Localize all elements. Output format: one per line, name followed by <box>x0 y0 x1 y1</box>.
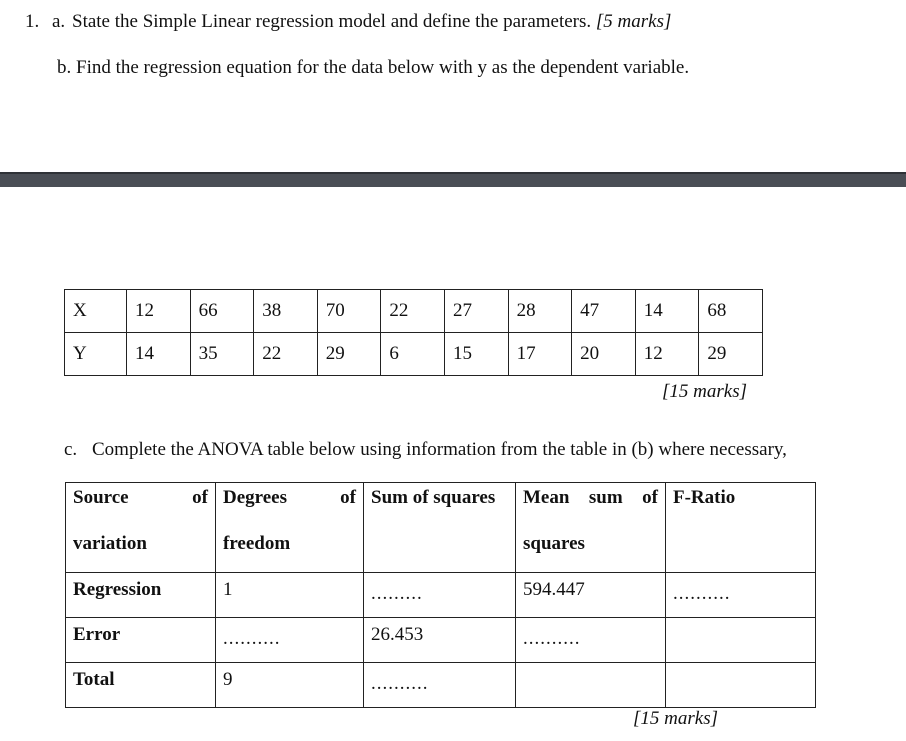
x-value: 66 <box>190 290 254 333</box>
marks-c: [15 marks] <box>633 708 718 729</box>
source-cell: Error <box>66 618 216 663</box>
anova-table <box>65 482 816 708</box>
header-source-of: of <box>192 487 208 508</box>
y-value: 29 <box>317 333 381 376</box>
ss-blank: ......... <box>371 583 423 604</box>
header-freedom: freedom <box>223 533 291 554</box>
header-sum-of-squares: Sum of squares <box>371 487 496 508</box>
part-b-label: b. <box>57 57 72 78</box>
header-ms <box>516 483 666 573</box>
ss-cell <box>364 573 516 618</box>
y-value: 15 <box>444 333 508 376</box>
anova-row-total <box>66 663 816 708</box>
x-value: 68 <box>699 290 763 333</box>
df-blank: .......... <box>223 628 281 649</box>
x-value: 47 <box>572 290 636 333</box>
question-1a <box>25 11 671 33</box>
header-mean: Mean <box>523 487 570 508</box>
marks-b: [15 marks] <box>662 381 747 402</box>
header-degrees: Degrees <box>223 487 288 508</box>
df-cell: 1 <box>216 573 364 618</box>
y-value: 12 <box>635 333 699 376</box>
source-cell: Regression <box>66 573 216 618</box>
ss-cell: 26.453 <box>364 618 516 663</box>
header-squares: squares <box>523 533 585 554</box>
question-1c <box>64 439 787 461</box>
ss-cell <box>364 663 516 708</box>
part-b-text: Find the regression equation for the data below with y as the dependent variable. <box>76 57 690 78</box>
ms-cell <box>516 663 666 708</box>
f-cell <box>666 663 816 708</box>
x-value: 28 <box>508 290 572 333</box>
f-cell <box>666 573 816 618</box>
question-1b <box>57 57 689 79</box>
y-value: 22 <box>254 333 318 376</box>
x-value: 70 <box>317 290 381 333</box>
header-ms-of: of <box>642 487 658 508</box>
x-value: 14 <box>635 290 699 333</box>
part-c-text: Complete the ANOVA table below using information from the table in (b) where necessary, <box>92 439 787 460</box>
page-divider <box>0 172 906 187</box>
header-variation: variation <box>73 533 147 554</box>
ss-blank: .......... <box>371 673 429 694</box>
f-blank: .......... <box>673 583 731 604</box>
part-a-marks: [5 marks] <box>595 11 672 32</box>
header-df-of: of <box>340 487 356 508</box>
part-a-label: a. <box>52 11 66 32</box>
source-cell: Total <box>66 663 216 708</box>
anova-row-error <box>66 618 816 663</box>
x-row <box>65 290 763 333</box>
anova-header-row <box>66 483 816 573</box>
question-number: 1. <box>25 11 40 32</box>
part-c-label: c. <box>64 439 78 460</box>
y-value: 20 <box>572 333 636 376</box>
y-label: Y <box>65 333 127 376</box>
df-cell: 9 <box>216 663 364 708</box>
header-source <box>66 483 216 573</box>
y-value: 14 <box>127 333 191 376</box>
y-value: 17 <box>508 333 572 376</box>
header-f-ratio: F-Ratio <box>673 487 736 508</box>
header-sum: sum <box>588 487 623 508</box>
header-ss <box>364 483 516 573</box>
y-value: 29 <box>699 333 763 376</box>
header-df <box>216 483 364 573</box>
f-cell <box>666 618 816 663</box>
x-value: 27 <box>444 290 508 333</box>
x-value: 22 <box>381 290 445 333</box>
x-value: 12 <box>127 290 191 333</box>
ms-cell: 594.447 <box>516 573 666 618</box>
y-value: 35 <box>190 333 254 376</box>
x-value: 38 <box>254 290 318 333</box>
x-label: X <box>65 290 127 333</box>
xy-data-table <box>64 289 763 376</box>
header-source-word: Source <box>73 487 129 508</box>
ms-cell <box>516 618 666 663</box>
anova-row-regression <box>66 573 816 618</box>
y-value: 6 <box>381 333 445 376</box>
ms-blank: .......... <box>523 628 581 649</box>
df-cell <box>216 618 364 663</box>
header-f <box>666 483 816 573</box>
part-a-text: State the Simple Linear regression model and define the parameters. <box>72 11 596 32</box>
y-row <box>65 333 763 376</box>
